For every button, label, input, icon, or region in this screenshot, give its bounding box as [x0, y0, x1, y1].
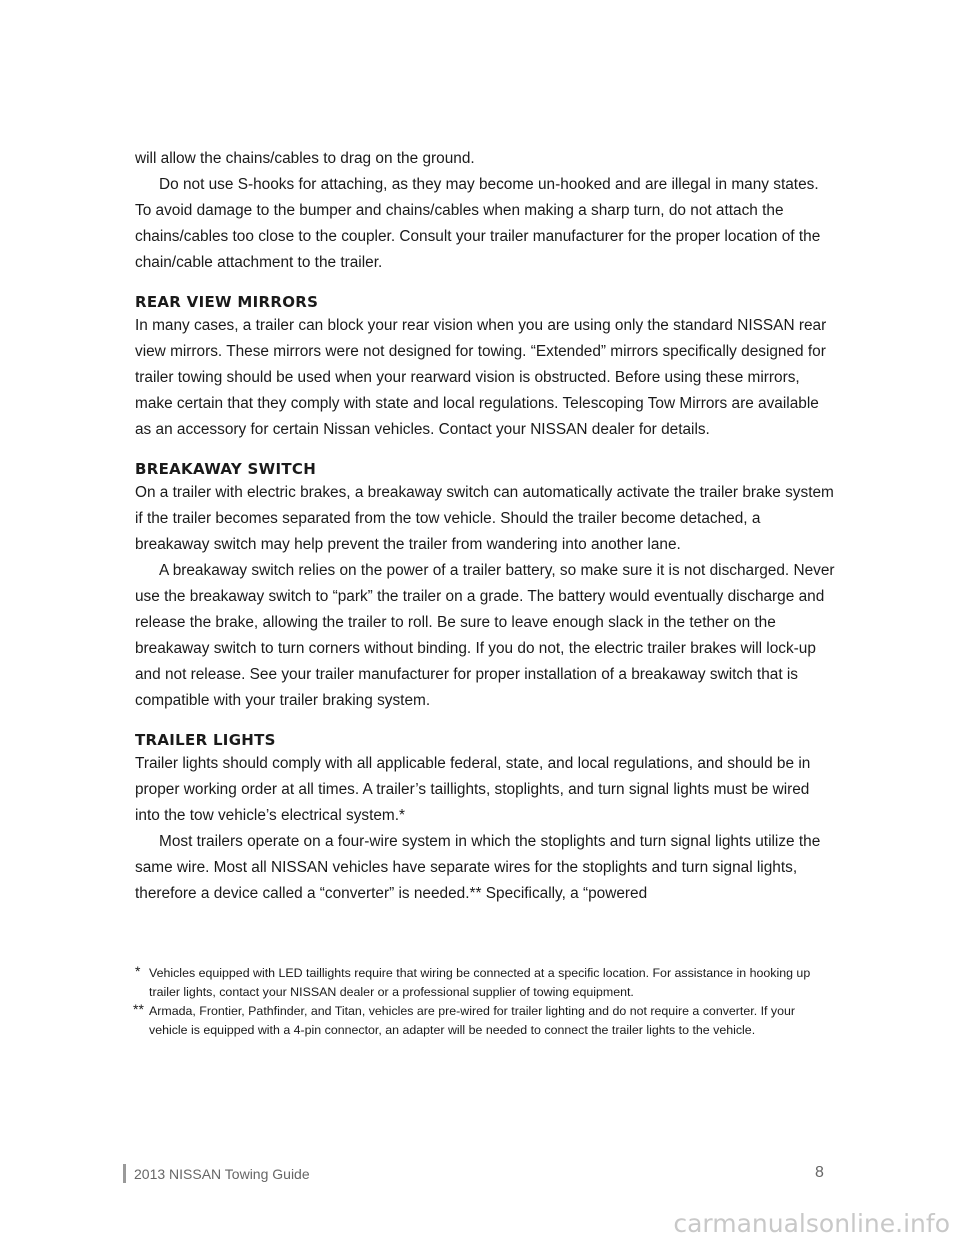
- section-heading-breakaway-switch: BREAKAWAY SWITCH: [135, 460, 317, 478]
- body-paragraph: In many cases, a trailer can block your rear vision when you are using only the standard NISSAN rear view mirrors. These mirrors were not designed for towing. “Extended” mirrors specifically designed for trailer towing should be used when your rearward vision is obstructed. Before using these mirrors, make certain that they comply with state and local regulations. Telescoping Tow Mirrors are available as an accessory for certain Nissan vehicles. Contact your NISSAN dealer for details.: [135, 317, 827, 438]
- footer-title: 2013 NISSAN Towing Guide: [134, 1166, 310, 1182]
- footnote-text: Vehicles equipped with LED taillights require that wiring be connected at a specific location. For assistance in hooking up trailer lights, contact your NISSAN dealer or a professional supplier of towing equipment.: [149, 966, 811, 999]
- body-paragraph: will allow the chains/cables to drag on the ground.: [135, 150, 475, 167]
- footnote-mark: *: [135, 963, 141, 979]
- body-paragraph: Trailer lights should comply with all applicable federal, state, and local regulations, and should be in proper working order at all times. A trailer’s taillights, stoplights, and turn signal lights must be wired into the tow vehicle’s electrical system.*: [135, 755, 811, 824]
- watermark: carmanualsonline.info: [673, 1209, 950, 1238]
- footer-bar: [123, 1164, 126, 1183]
- footnote: [135, 1002, 825, 1040]
- page-footer: [0, 1162, 960, 1186]
- body-paragraph: Most trailers operate on a four-wire system in which the stoplights and turn signal lights utilize the same wire. Most all NISSAN vehicles have separate wires for the stoplights and turn signal lights, therefore a device called a “converter” is needed.** Specifically, a “powered: [135, 833, 821, 902]
- footnote-mark: **: [133, 1001, 144, 1017]
- body-paragraph: Do not use S-hooks for attaching, as they may become un-hooked and are illegal in many states. To avoid damage to the bumper and chains/cables when making a sharp turn, do not attach the chains/cables too close to the coupler. Consult your trailer manufacturer for the proper location of the chain/cable attachment to the trailer.: [135, 176, 821, 271]
- section-heading-trailer-lights: TRAILER LIGHTS: [135, 731, 276, 749]
- footnote-text: Armada, Frontier, Pathfinder, and Titan, vehicles are pre-wired for trailer lighting and do not require a converter. If your vehicle is equipped with a 4-pin connector, an adapter will be needed to connect the trailer lights to the vehicle.: [149, 1004, 796, 1037]
- body-paragraph: A breakaway switch relies on the power of a trailer battery, so make sure it is not discharged. Never use the breakaway switch to “park” the trailer on a grade. The battery would eventually discharge and release the brake, allowing the trailer to roll. Be sure to leave enough slack in the tether on the breakaway switch to turn corners without binding. If you do not, the electric trailer brakes will lock-up and not release. See your trailer manufacturer for proper installation of a breakaway switch that is compatible with your trailer braking system.: [135, 562, 835, 709]
- section-heading-rear-view-mirrors: REAR VIEW MIRRORS: [135, 293, 319, 311]
- footnotes: [135, 964, 825, 1040]
- page-number: 8: [815, 1164, 824, 1181]
- page-content: [135, 146, 835, 907]
- footnote: [135, 964, 825, 1002]
- body-paragraph: On a trailer with electric brakes, a breakaway switch can automatically activate the trailer brake system if the trailer becomes separated from the tow vehicle. Should the trailer become detached, a breakaway switch may help prevent the trailer from wandering into another lane.: [135, 484, 834, 553]
